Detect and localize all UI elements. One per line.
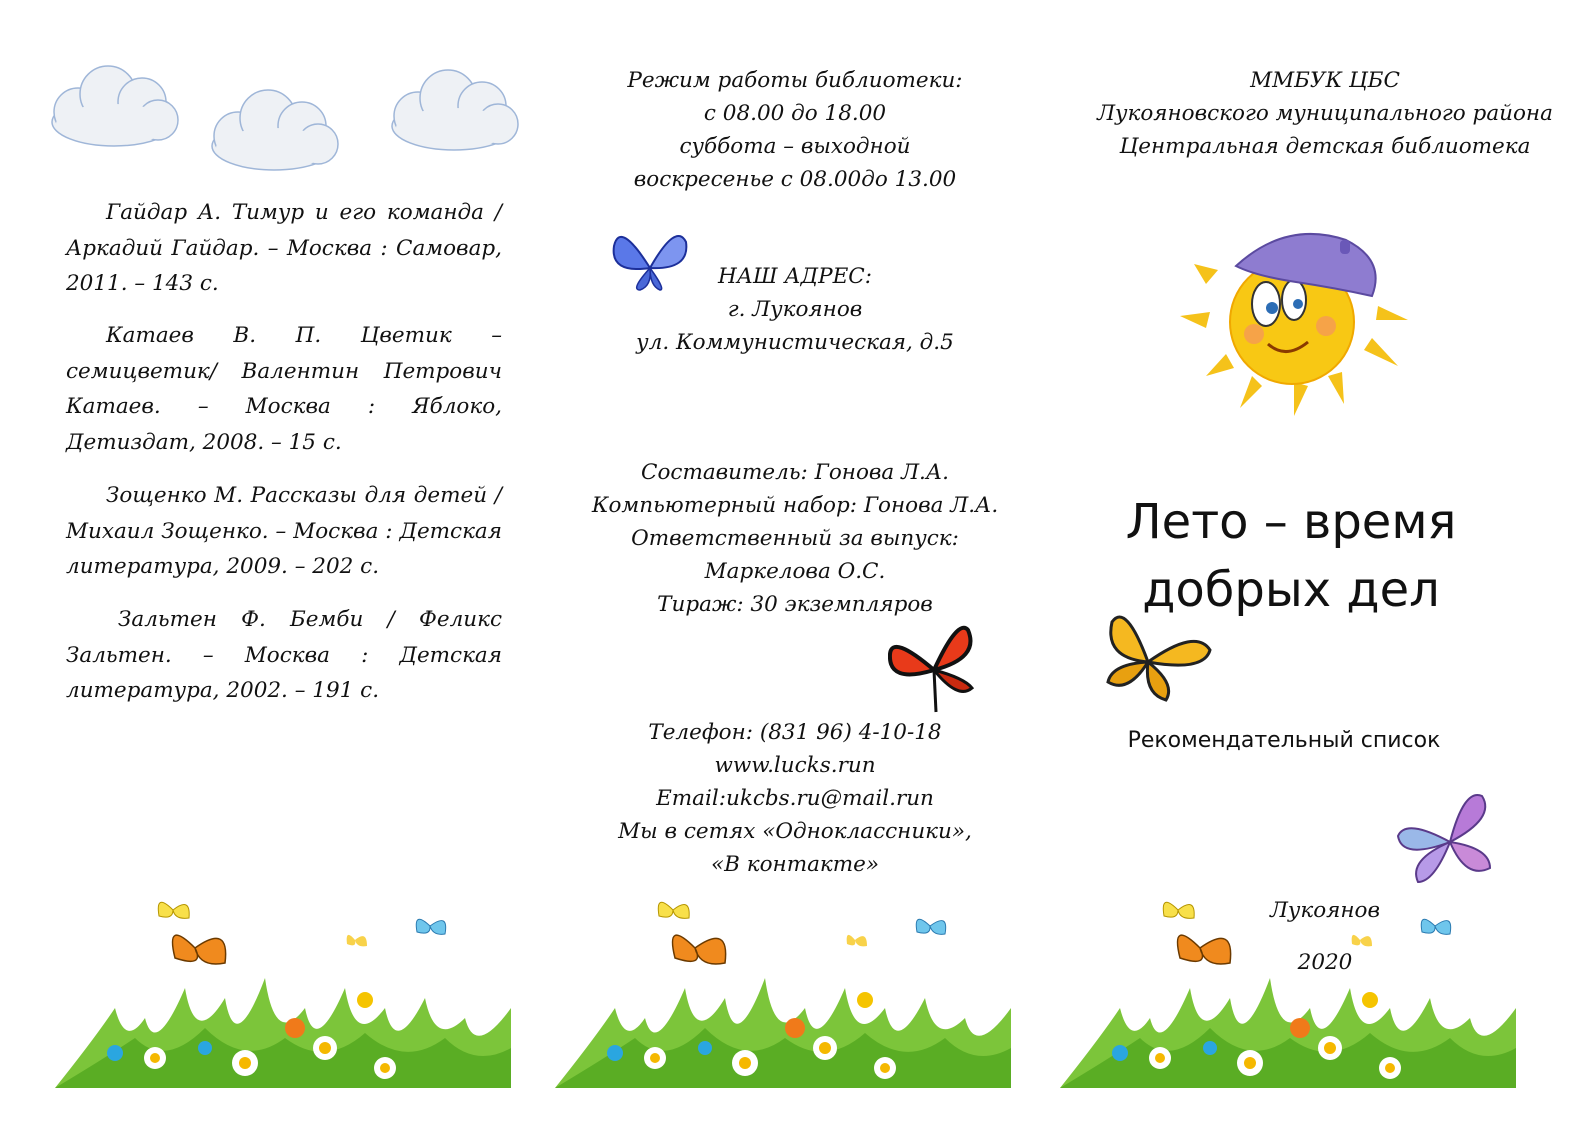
book-entry: Зальтен Ф. Бемби / Феликс Зальтен. – Москва : Детская литература, 2002. – 191 с. (66, 607, 502, 703)
panel-middle (530, 0, 1060, 1124)
publication-credits: Составитель: Гонова Л.А. Компьютерный набор: Гонова Л.А. Ответственный за выпуск: Маркелова О.С. Тираж: 30 экземпляров (591, 460, 999, 617)
book-entry: Зощенко М. Рассказы для детей / Михаил Зощенко. – Москва : Детская литература, 2009. – 202 с. (66, 483, 502, 579)
cloud-icon (386, 66, 522, 154)
butterfly-icon (1104, 602, 1212, 706)
library-hours: Режим работы библиотеки: с 08.00 до 18.00 суббота – выходной воскресенье с 08.00до 13.00 (627, 68, 963, 192)
cloud-icon (46, 62, 182, 150)
butterfly-icon (888, 618, 980, 714)
publication-city: Лукоянов (1269, 898, 1381, 923)
butterfly-icon (416, 919, 445, 934)
cloud-icon (206, 86, 342, 174)
meadow-illustration (55, 888, 511, 1088)
meadow-illustration (1060, 888, 1516, 1088)
book-entry: Гайдар А. Тимур и его команда / Аркадий Гайдар. – Москва : Самовар, 2011. – 143 с. (66, 200, 502, 296)
panel-left (0, 0, 530, 1124)
organization-header: ММБУК ЦБС Лукояновского муниципального района Центральная детская библиотека (1097, 68, 1553, 159)
library-address: НАШ АДРЕС: г. Лукоянов ул. Коммунистическая, д.5 (636, 264, 954, 355)
butterfly-icon (158, 902, 189, 918)
brochure-subtitle: Рекомендательный список (1127, 728, 1441, 753)
contact-info: Телефон: (831 96) 4-10-18 www.lucks.run Email:ukcbs.ru@mail.run Мы в сетях «Одноклассники», «В контакте» (618, 720, 972, 877)
publication-year: 2020 (1297, 950, 1353, 975)
butterfly-icon (1394, 788, 1498, 892)
butterfly-icon (347, 935, 367, 947)
brochure-title: Лето – время добрых дел (1125, 494, 1457, 618)
butterfly-icon (173, 935, 226, 964)
panel-right (1060, 0, 1590, 1124)
meadow-illustration (555, 888, 1011, 1088)
book-entry: Катаев В. П. Цветик – семицветик/ Валентин Петрович Катаев. – Москва : Яблоко, Детиздат, 2008. – 15 с. (66, 323, 502, 455)
sun-icon (1176, 226, 1416, 422)
